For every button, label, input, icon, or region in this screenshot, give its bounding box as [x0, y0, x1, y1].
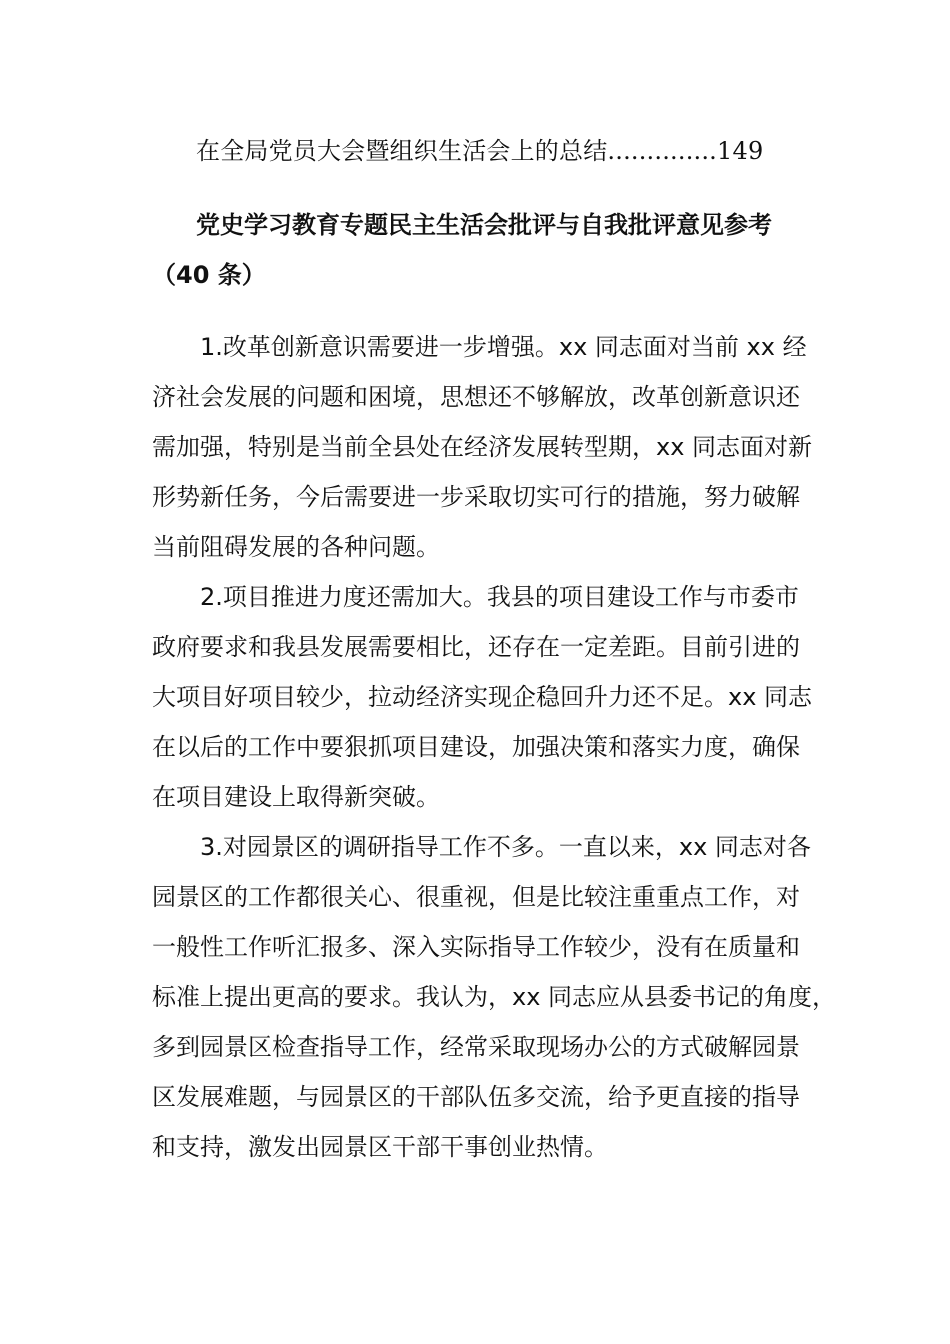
paragraph-line: 济社会发展的问题和困境，思想还不够解放，改革创新意识还 [152, 383, 800, 411]
paragraph-line: 一般性工作听汇报多、深入实际指导工作较少，没有在质量和 [152, 933, 800, 961]
paragraph-1 [152, 322, 820, 572]
paragraph-line: 多到园景区检查指导工作，经常采取现场办公的方式破解园景 [152, 1033, 800, 1061]
paragraph-2 [152, 572, 820, 822]
paragraph-line: 区发展难题，与园景区的干部队伍多交流，给予更直接的指导 [152, 1083, 800, 1111]
paragraph-line: 和支持，激发出园景区干部干事创业热情。 [152, 1133, 608, 1161]
paragraph-line: 在以后的工作中要狠抓项目建设，加强决策和落实力度，确保 [152, 733, 800, 761]
paragraph-line: 大项目好项目较少，拉动经济实现企稳回升力还不足。xx 同志 [152, 683, 813, 711]
toc-entry-title: 在全局党员大会暨组织生活会上的总结 [196, 137, 608, 165]
paragraph-line: 2.项目推进力度还需加大。我县的项目建设工作与市委市 [200, 583, 799, 611]
paragraph-line: 3.对园景区的调研指导工作不多。一直以来，xx 同志对各 [200, 833, 811, 861]
toc-entry-leader-dots: .............. [607, 137, 718, 165]
toc-entry-page-number: 149 [717, 137, 764, 165]
paragraph-line: 政府要求和我县发展需要相比，还存在一定差距。目前引进的 [152, 633, 800, 661]
paragraph-3 [152, 822, 837, 1172]
paragraph-line: 当前阻碍发展的各种问题。 [152, 533, 440, 561]
toc-entry[interactable] [196, 131, 811, 171]
section-heading-line-1: 党史学习教育专题民主生活会批评与自我批评意见参考 [196, 211, 772, 239]
paragraph-line: 需加强，特别是当前全县处在经济发展转型期，xx 同志面对新 [152, 433, 813, 461]
section-heading [152, 200, 812, 300]
document-body [152, 322, 837, 1172]
section-heading-line-2: （40 条） [152, 261, 266, 289]
paragraph-line: 1.改革创新意识需要进一步增强。xx 同志面对当前 xx 经 [200, 333, 807, 361]
paragraph-line: 园景区的工作都很关心、很重视，但是比较注重重点工作，对 [152, 883, 800, 911]
paragraph-line: 在项目建设上取得新突破。 [152, 783, 440, 811]
paragraph-line: 形势新任务，今后需要进一步采取切实可行的措施，努力破解 [152, 483, 800, 511]
paragraph-line: 标准上提出更高的要求。我认为，xx 同志应从县委书记的角度， [152, 983, 837, 1011]
